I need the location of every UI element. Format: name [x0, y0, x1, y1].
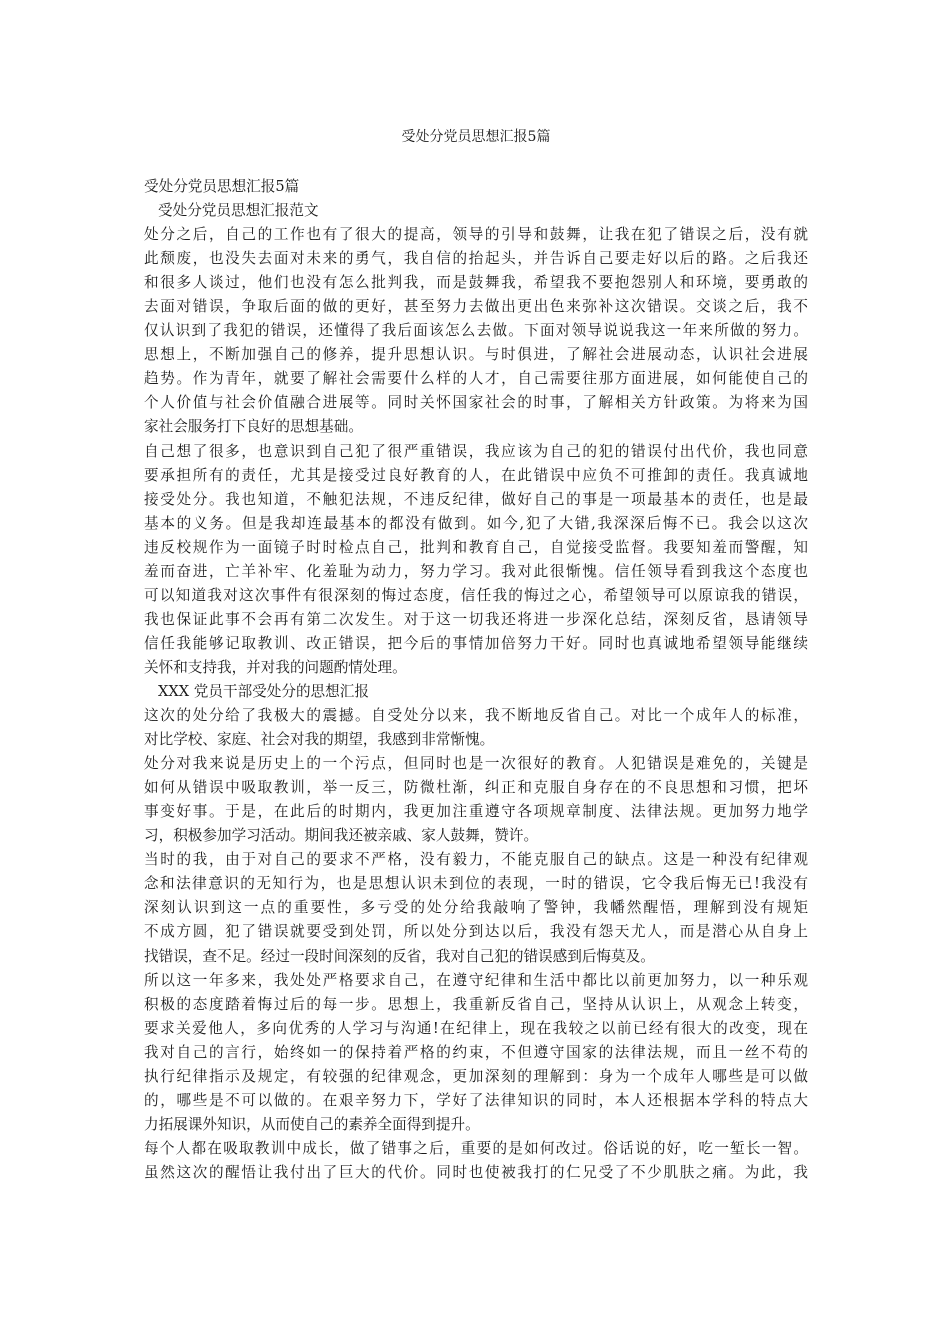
- text-line: 要承担所有的责任，尤其是接受过良好教育的人，在此错误中应负不可推卸的责任。我真诚地: [144, 466, 808, 484]
- text-line: 的，哪些是不可以做的。在艰辛努力下，学好了法律知识的同时，本人还根据本学科的特点大: [144, 1091, 808, 1109]
- text-line: 对比学校、家庭、社会对我的期望，我感到非常惭愧。: [144, 731, 495, 749]
- text-line: 我对自己的言行，始终如一的保持着严格的约束，不但遵守国家的法律法规，而且一丝不苟的: [144, 1043, 808, 1061]
- text-line: 和很多人谈过，他们也没有怎么批判我，而是鼓舞我，希望我不要抱怨别人和环境，要勇敢的: [144, 274, 808, 292]
- text-line: 自己想了很多，也意识到自己犯了很严重错误，我应该为自己的犯的错误付出代价，我也同意: [144, 442, 808, 460]
- text-line: 接受处分。我也知道，不触犯法规，不违反纪律，做好自己的事是一项最基本的责任，也是最: [144, 490, 808, 508]
- text-line: 找错误，查不足。经过一段时间深刻的反省，我对自己犯的错误感到后悔莫及。: [144, 947, 655, 965]
- text-line: 不成方圆，犯了错误就要受到处罚，所以处分到达以后，我没有怨天尤人，而是潜心从自身上: [144, 923, 808, 941]
- text-line: 处分对我来说是历史上的一个污点，但同时也是一次很好的教育。人犯错误是难免的，关键是: [144, 755, 808, 773]
- text-line: 违反校规作为一面镜子时时检点自己，批判和教育自己，自觉接受监督。我要知羞而警醒，知: [144, 538, 808, 556]
- text-line: 去面对错误，争取后面的做的更好，甚至努力去做出更出色来弥补这次错误。交谈之后，我不: [144, 298, 808, 316]
- text-line: 趋势。作为青年，就要了解社会需要什么样的人才，自己需要往那方面进展，如何能使自己的: [144, 370, 808, 388]
- text-line: 家社会服务打下良好的思想基础。: [144, 418, 363, 436]
- text-line: 力拓展课外知识，从而使自己的素养全面得到提升。: [144, 1115, 480, 1133]
- text-line: 执行纪律指示及规定，有较强的纪律观念，更加深刻的理解到：身为一个成年人哪些是可以做: [144, 1067, 808, 1085]
- text-line: 受处分党员思想汇报5篇: [144, 178, 300, 195]
- text-line: 虽然这次的醒悟让我付出了巨大的代价。同时也使被我打的仁兄受了不少肌肤之痛。为此，我: [144, 1163, 808, 1181]
- text-line: 积极的态度踏着悔过后的每一步。思想上，我重新反省自己，坚持从认识上，从观念上转变，: [144, 995, 808, 1013]
- text-line: 这次的处分给了我极大的震撼。自受处分以来，我不断地反省自己。对比一个成年人的标准，: [144, 707, 808, 725]
- text-line: 念和法律意识的无知行为，也是思想认识未到位的表现，一时的错误，它令我后悔无已!我没有: [144, 875, 808, 893]
- document-title: 受处分党员思想汇报5篇: [401, 129, 551, 145]
- document-body: [144, 175, 808, 1185]
- text-line: 关怀和支持我，并对我的问题酌情处理。: [144, 658, 407, 676]
- text-line: 羞而奋进，亡羊补牢、化羞耻为动力，努力学习。我对此很惭愧。信任领导看到我这个态度也: [144, 562, 808, 580]
- text-line: XXX 党员干部受处分的思想汇报: [158, 682, 369, 700]
- text-line: 当时的我，由于对自己的要求不严格，没有毅力，不能克服自己的缺点。这是一种没有纪律观: [144, 851, 808, 869]
- text-line: 仅认识到了我犯的错误，还懂得了我后面该怎么去做。下面对领导说说我这一年来所做的努力。: [144, 322, 808, 340]
- text-line: 要求关爱他人，多向优秀的人学习与沟通!在纪律上，现在我较之以前已经有很大的改变，现在: [144, 1019, 808, 1037]
- text-line: 可以知道我对这次事件有很深刻的悔过态度，信任我的悔过之心，希望领导可以原谅我的错误，: [144, 586, 808, 604]
- text-line: 思想上，不断加强自己的修养，提升思想认识。与时俱进，了解社会进展动态，认识社会进展: [144, 346, 808, 364]
- text-line: 个人价值与社会价值融合进展等。同时关怀国家社会的时事，了解相关方针政策。为将来为国: [144, 394, 808, 412]
- text-line: 信任我能够记取教训、改正错误，把今后的事情加倍努力干好。同时也真诚地希望领导能继续: [144, 634, 808, 652]
- text-line: 每个人都在吸取教训中成长，做了错事之后，重要的是如何改过。俗话说的好，吃一堑长一智。: [144, 1139, 808, 1157]
- text-line: 所以这一年多来，我处处严格要求自己，在遵守纪律和生活中都比以前更加努力，以一种乐观: [144, 971, 808, 989]
- text-line: 我也保证此事不会再有第二次发生。对于这一切我还将进一步深化总结，深刻反省，恳请领导: [144, 610, 808, 628]
- text-line: 受处分党员思想汇报范文: [158, 202, 319, 220]
- text-line: 如何从错误中吸取教训，举一反三，防微杜渐，纠正和克服自身存在的不良思想和习惯，把坏: [144, 779, 808, 797]
- text-line: 此颓废，也没失去面对未来的勇气，我自信的抬起头，并告诉自己要走好以后的路。之后我还: [144, 250, 808, 268]
- text-line: 基本的义务。但是我却连最基本的都没有做到。如今,犯了大错,我深深后悔不已。我会以这次: [144, 514, 808, 532]
- text-line: 处分之后，自己的工作也有了很大的提高，领导的引导和鼓舞，让我在犯了错误之后，没有就: [144, 226, 808, 244]
- text-line: 深刻认识到这一点的重要性，多亏受的处分给我敲响了警钟，我幡然醒悟，理解到没有规矩: [144, 899, 808, 917]
- text-line: 事变好事。于是，在此后的时期内，我更加注重遵守各项规章制度、法律法规。更加努力地学: [144, 803, 808, 821]
- text-line: 习，积极参加学习活动。期间我还被亲戚、家人鼓舞，赞许。: [144, 827, 539, 845]
